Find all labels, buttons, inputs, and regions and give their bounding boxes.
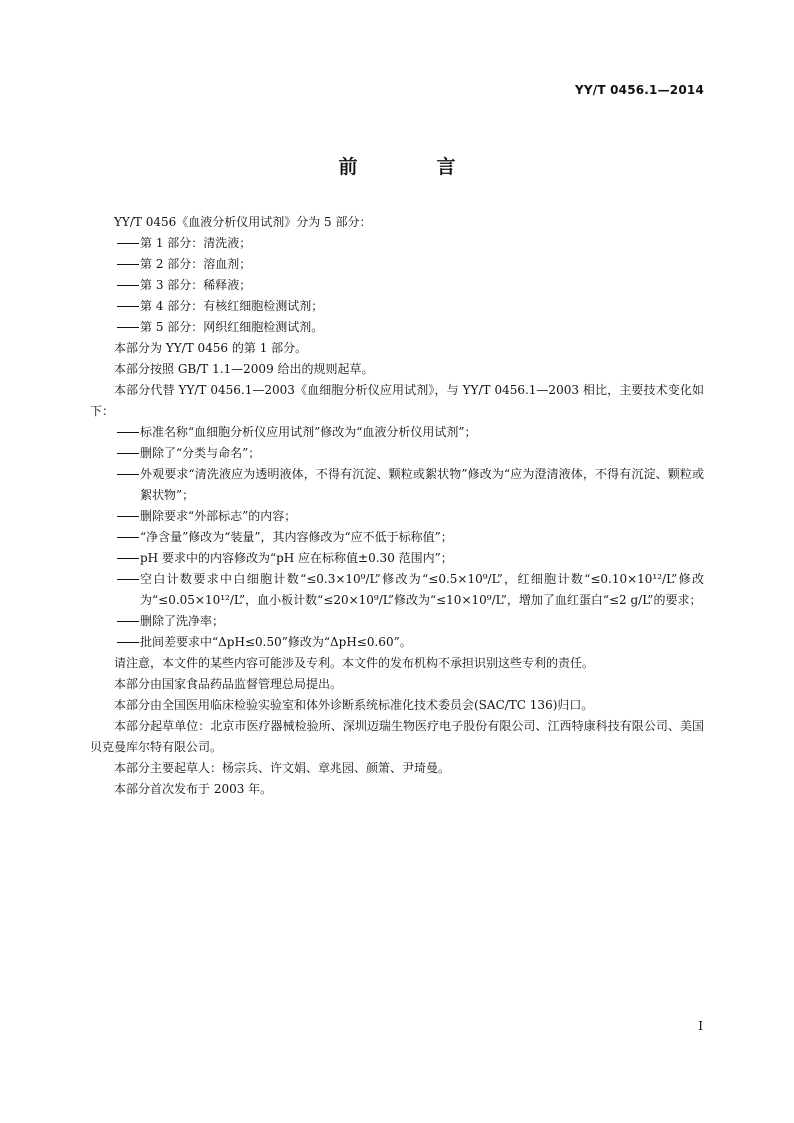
dash-mark	[117, 558, 139, 559]
list-item-text: 第 4 部分：有核红细胞检测试剂；	[140, 299, 324, 313]
dash-mark	[117, 579, 139, 580]
page-number: I	[698, 1019, 703, 1033]
list-item	[90, 611, 704, 632]
paragraph: YY/T 0456《血液分析仪用试剂》分为 5 部分：	[114, 215, 372, 229]
list-item-text: 标准名称“血细胞分析仪应用试剂”修改为“血液分析仪用试剂”；	[140, 425, 477, 439]
dash-mark	[117, 264, 139, 265]
list-item-text: 第 5 部分：网织红细胞检测试剂。	[140, 320, 324, 334]
paragraph: 请注意，本文件的某些内容可能涉及专利。本文件的发布机构不承担识别这些专利的责任。	[114, 656, 595, 670]
list-item-text: 删除了洗净率；	[140, 614, 225, 628]
paragraph: 本部分主要起草人：杨宗兵、许文娟、章兆园、颜箫、尹琦曼。	[114, 761, 451, 775]
page-title: 前 言	[338, 156, 486, 178]
list-item-text: 批间差要求中“ΔpH≤0.50”修改为“ΔpH≤0.60”。	[140, 635, 412, 649]
list-item	[90, 464, 704, 506]
list-item	[90, 317, 704, 338]
list-item-text: 空白计数要求中白细胞计数“≤0.3×10⁹/L”修改为“≤0.5×10⁹/L”，红细胞计数“≤0.10×10¹²/L”修改为“≤0.05×10¹²/L”，血小板计数“≤20×10⁹/L”修改为“≤10×10⁹/L”，增加了血红蛋白“≤2 g/L”的要求；	[140, 572, 704, 607]
list-item	[90, 527, 704, 548]
dash-mark	[117, 453, 139, 454]
list-item	[90, 422, 704, 443]
dash-mark	[117, 243, 139, 244]
list-item	[90, 233, 704, 254]
list-item-text: 第 1 部分：清洗液；	[140, 236, 252, 250]
dash-mark	[117, 537, 139, 538]
list-item	[90, 254, 704, 275]
paragraph: 本部分起草单位：北京市医疗器械检验所、深圳迈瑞生物医疗电子股份有限公司、江西特康科技有限公司、美国贝克曼库尔特有限公司。	[90, 719, 704, 754]
paragraph: 本部分代替 YY/T 0456.1—2003《血细胞分析仪应用试剂》，与 YY/T 0456.1—2003 相比，主要技术变化如下：	[90, 383, 704, 418]
list-item-text: “净含量”修改为“装量”，其内容修改为“应不低于标称值”；	[140, 530, 453, 544]
dash-mark	[117, 306, 139, 307]
document-code: YY/T 0456.1—2014	[574, 83, 704, 97]
list-item-text: 外观要求“清洗液应为透明液体，不得有沉淀、颗粒或絮状物”修改为“应为澄清液体，不得有沉淀、颗粒或絮状物”；	[140, 467, 704, 502]
dash-mark	[117, 432, 139, 433]
list-item-text: 删除要求“外部标志”的内容；	[140, 509, 297, 523]
paragraph: 本部分由全国医用临床检验实验室和体外诊断系统标准化技术委员会(SAC/TC 136)归口。	[114, 698, 594, 712]
list-item	[90, 548, 704, 569]
foreword-body	[90, 212, 704, 800]
list-item-text: 第 2 部分：溶血剂；	[140, 257, 252, 271]
list-item	[90, 296, 704, 317]
list-item-text: 第 3 部分：稀释液；	[140, 278, 252, 292]
list-item	[90, 632, 704, 653]
dash-mark	[117, 285, 139, 286]
dash-mark	[117, 516, 139, 517]
paragraph: 本部分首次发布于 2003 年。	[114, 782, 273, 796]
list-item-text: 删除了“分类与命名”；	[140, 446, 261, 460]
list-item	[90, 506, 704, 527]
dash-mark	[117, 621, 139, 622]
dash-mark	[117, 474, 139, 475]
dash-mark	[117, 642, 139, 643]
paragraph: 本部分由国家食品药品监督管理总局提出。	[114, 677, 343, 691]
list-item-text: pH 要求中的内容修改为“pH 应在标称值±0.30 范围内”；	[140, 551, 453, 565]
list-item	[90, 443, 704, 464]
paragraph: 本部分为 YY/T 0456 的第 1 部分。	[114, 341, 308, 355]
list-item	[90, 275, 704, 296]
list-item	[90, 569, 704, 611]
paragraph: 本部分按照 GB/T 1.1—2009 给出的规则起草。	[114, 362, 374, 376]
dash-mark	[117, 327, 139, 328]
